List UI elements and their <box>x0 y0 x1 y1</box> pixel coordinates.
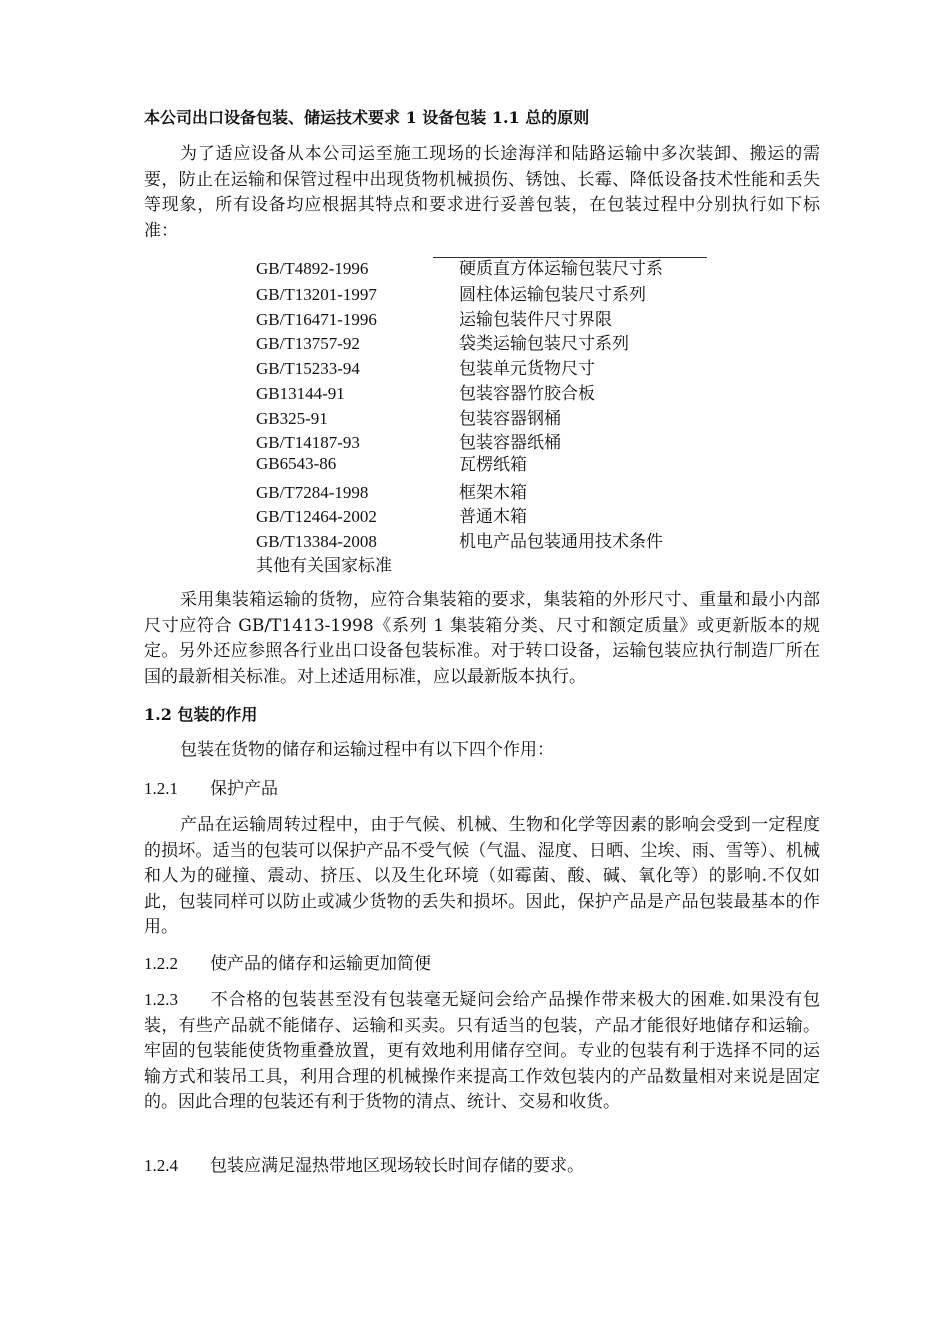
standard-name: 机电产品包装通用技术条件 <box>459 532 663 552</box>
subsection-1-2-2 <box>144 954 431 974</box>
subsection-1-2-1 <box>144 779 278 799</box>
standard-code: GB/T16471-1996 <box>256 310 377 329</box>
standard-name: 框架木箱 <box>459 483 527 503</box>
standard-code: GB13144-91 <box>256 384 345 403</box>
subsection-number: 1.2.3 <box>144 990 178 1009</box>
standard-code: GB/T7284-1998 <box>256 483 369 502</box>
document-title: 本公司出口设备包装、储运技术要求 1 设备包装 1.1 总的原则 <box>144 108 590 127</box>
subsection-text: 不合格的包装甚至没有包装毫无疑问会给产品操作带来极大的困难.如果没有包装，有些产品就不能储存、运输和买卖。只有适当的包装，产品才能很好地储存和运输。牢固的包装能使货物重叠放置，更有效地利用储存空间。专业的包装有利于选择不同的运输方式和装吊工具，利用合理的机械操作来提高工作效包装内的产品数量相对来说是固定的。因此合理的包装还有利于货物的清点、统计、交易和收货。 <box>144 990 820 1113</box>
standard-code: GB/T13384-2008 <box>256 532 377 551</box>
standard-name: 运输包装件尺寸界限 <box>459 310 612 330</box>
standard-name: 包装单元货物尺寸 <box>459 359 595 379</box>
subsection-number: 1.2.2 <box>144 954 178 973</box>
standard-code: GB/T12464-2002 <box>256 507 377 526</box>
standard-code: GB/T15233-94 <box>256 359 360 378</box>
protect-paragraph: 产品在运输周转过程中，由于气候、机械、生物和化学等因素的影响会受到一定程度的损坏。适当的包装可以保护产品不受气候（气温、湿度、日晒、尘埃、雨、雪等）、机械和人为的碰撞、震动、挤压、以及生化环境（如霉菌、酸、碱、氧化等）的影响.不仅如此，包装同样可以防止或减少货物的丢失和损坏。因此，保护产品是产品包装最基本的作用。 <box>144 815 820 938</box>
container-paragraph: 采用集装箱运输的货物，应符合集装箱的要求，集装箱的外形尺寸、重量和最小内部尺寸应符合 GB/T1413-1998《系列 1 集装箱分类、尺寸和额定质量》或更新版本的规定。另外还应参照各行业出口设备包装标准。对于转口设备，运输包装应执行制造厂所在国的最新相关标准。对上述适用标准，应以最新版本执行。 <box>144 590 820 687</box>
standard-name: 瓦楞纸箱 <box>459 455 527 475</box>
standard-code: GB/T14187-93 <box>256 433 360 452</box>
standard-code: GB/T4892-1996 <box>256 259 369 278</box>
subsection-title: 使产品的储存和运输更加简便 <box>210 954 431 974</box>
subsection-number: 1.2.1 <box>144 779 178 798</box>
subsection-1-2-3 <box>144 987 820 1116</box>
standard-code: GB325-91 <box>256 409 328 428</box>
standard-name: 袋类运输包装尺寸系列 <box>459 334 629 354</box>
intro-paragraph: 为了适应设备从本公司运至施工现场的长途海洋和陆路运输中多次装卸、搬运的需要，防止在运输和保管过程中出现货物机械损伤、锈蚀、长霉、降低设备技术性能和丢失等现象，所有设备均应根据其特点和要求进行妥善包装，在包装过程中分别执行如下标准： <box>144 144 820 241</box>
standard-name: 包装容器竹胶合板 <box>459 384 595 404</box>
standards-rule <box>433 257 707 258</box>
other-standards: 其他有关国家标准 <box>256 556 392 575</box>
subsection-1-2-4 <box>144 1156 584 1176</box>
standard-code: GB6543-86 <box>256 454 337 473</box>
standard-name: 包装容器钢桶 <box>459 409 561 429</box>
standard-name: 包装容器纸桶 <box>459 433 561 453</box>
standard-name: 普通木箱 <box>459 507 527 527</box>
subsection-title: 包装应满足湿热带地区现场较长时间存储的要求。 <box>210 1156 584 1176</box>
section-heading: 1.2 包装的作用 <box>144 705 258 724</box>
subsection-number: 1.2.4 <box>144 1156 178 1175</box>
standard-name: 圆柱体运输包装尺寸系列 <box>459 285 646 305</box>
standard-code: GB/T13201-1997 <box>256 285 377 304</box>
standard-code: GB/T13757-92 <box>256 334 360 353</box>
section-intro: 包装在货物的储存和运输过程中有以下四个作用： <box>180 740 554 760</box>
standard-name: 硬质直方体运输包装尺寸系 <box>459 259 663 279</box>
subsection-title: 保护产品 <box>210 779 278 799</box>
